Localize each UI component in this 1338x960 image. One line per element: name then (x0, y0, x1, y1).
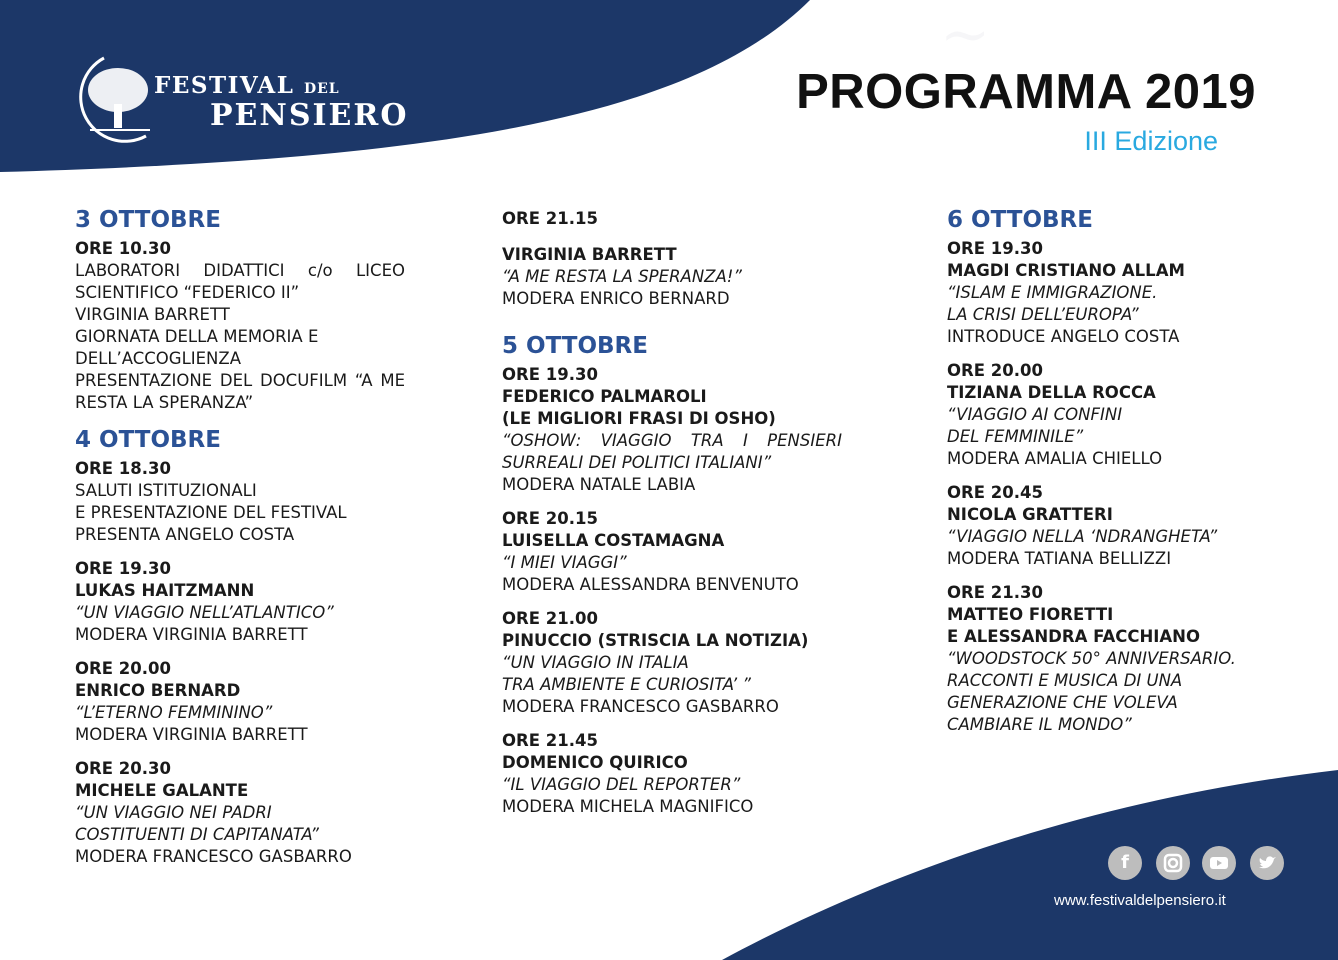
event-detail: GIORNATA DELLA MEMORIA E DELL’ACCOGLIENZA (75, 327, 319, 368)
speaker-name: NICOLA GRATTERI (947, 505, 1113, 524)
talk-title: “L’ETERNO FEMMININO” (75, 703, 273, 722)
speaker-name: DOMENICO QUIRICO (502, 753, 688, 772)
event (75, 458, 405, 546)
event-detail: PRESENTA ANGELO COSTA (75, 525, 295, 544)
event (502, 364, 842, 496)
event (947, 360, 1287, 470)
talk-title: “WOODSTOCK 50° ANNIVERSARIO. (947, 649, 1236, 668)
twitter-icon[interactable] (1250, 846, 1284, 880)
talk-title: “UN VIAGGIO NELL’ATLANTICO” (75, 603, 334, 622)
talk-title: CAMBIARE IL MONDO” (947, 715, 1132, 734)
event-time: ORE 21.15 (502, 209, 598, 228)
event (947, 238, 1287, 348)
event-detail: SALUTI ISTITUZIONALI (75, 481, 257, 500)
speaker-name: MICHELE GALANTE (75, 781, 249, 800)
event (75, 658, 405, 746)
event-detail: MODERA MICHELA MAGNIFICO (502, 797, 754, 816)
speaker-name: MAGDI CRISTIANO ALLAM (947, 261, 1185, 280)
speaker-name: MATTEO FIORETTI (947, 605, 1114, 624)
event (502, 730, 842, 818)
event-detail: MODERA ENRICO BERNARD (502, 289, 730, 308)
event-detail: MODERA NATALE LABIA (502, 475, 696, 494)
page-title: PROGRAMMA 2019 (796, 65, 1256, 119)
talk-title: RACCONTI E MUSICA DI UNA (947, 671, 1183, 690)
talk-title: “UN VIAGGIO NEI PADRI (75, 803, 272, 822)
day-heading: 5 OTTOBRE (502, 333, 648, 359)
day-heading: 6 OTTOBRE (947, 207, 1093, 233)
event-time: ORE 21.00 (502, 609, 598, 628)
logo-text-pensiero: PENSIERO (210, 98, 409, 133)
talk-title: “UN VIAGGIO IN ITALIA (502, 653, 689, 672)
speaker-name: TIZIANA DELLA ROCCA (947, 383, 1156, 402)
talk-title: “A ME RESTA LA SPERANZA!” (502, 267, 742, 286)
program-column-3 (947, 206, 1287, 748)
youtube-icon[interactable] (1202, 846, 1236, 880)
event-detail: MODERA ALESSANDRA BENVENUTO (502, 575, 799, 594)
talk-title: GENERAZIONE CHE VOLEVA (947, 693, 1178, 712)
event-detail: LABORATORI DIDATTICI c/o LICEO SCIENTIFICO “FEDERICO II” (75, 261, 405, 302)
event-detail: MODERA VIRGINIA BARRETT (75, 725, 308, 744)
program-column-1 (75, 206, 405, 880)
day-heading: 3 OTTOBRE (75, 207, 221, 233)
event-time: ORE 19.30 (502, 365, 598, 384)
logo-text-festival: FESTIVAL DEL (154, 72, 340, 99)
talk-title: “VIAGGIO AI CONFINI (947, 405, 1123, 424)
talk-title: “ISLAM E IMMIGRAZIONE. (947, 283, 1158, 302)
event-detail: MODERA VIRGINIA BARRETT (75, 625, 308, 644)
event-detail: MODERA AMALIA CHIELLO (947, 449, 1163, 468)
event-detail: PRESENTAZIONE DEL DOCUFILM “A ME RESTA LA SPERANZA” (75, 371, 405, 412)
event-time: ORE 10.30 (75, 239, 171, 258)
event-time: ORE 19.30 (947, 239, 1043, 258)
talk-title: “VIAGGIO NELLA ‘NDRANGHETA” (947, 527, 1218, 546)
event (502, 508, 842, 596)
website-link[interactable]: www.festivaldelpensiero.it (1054, 892, 1226, 909)
event-time: ORE 21.45 (502, 731, 598, 750)
speaker-name: LUISELLA COSTAMAGNA (502, 531, 725, 550)
event-time: ORE 20.00 (75, 659, 171, 678)
event-time: ORE 18.30 (75, 459, 171, 478)
event-detail: MODERA FRANCESCO GASBARRO (502, 697, 779, 716)
speaker-name: VIRGINIA BARRETT (502, 245, 677, 264)
instagram-icon[interactable] (1156, 846, 1190, 880)
speaker-name: E ALESSANDRA FACCHIANO (947, 627, 1201, 646)
event (947, 582, 1287, 736)
talk-title: LA CRISI DELL’EUROPA” (947, 305, 1139, 324)
event (502, 208, 842, 310)
event (502, 608, 842, 718)
event-detail: INTRODUCE ANGELO COSTA (947, 327, 1180, 346)
speaker-name: FEDERICO PALMAROLI (502, 387, 707, 406)
facebook-icon[interactable]: f (1108, 846, 1142, 880)
event-detail: VIRGINIA BARRETT (75, 305, 230, 324)
watermark: ~ (940, 0, 991, 70)
event-detail: MODERA TATIANA BELLIZZI (947, 549, 1172, 568)
event-time: ORE 21.30 (947, 583, 1043, 602)
day-heading: 4 OTTOBRE (75, 427, 221, 453)
event-time: ORE 20.30 (75, 759, 171, 778)
talk-title: “OSHOW: VIAGGIO TRA I PENSIERI SURREALI DEI POLITICI ITALIANI” (502, 431, 842, 472)
event-time: ORE 20.00 (947, 361, 1043, 380)
event-time: ORE 20.15 (502, 509, 598, 528)
talk-title: “I MIEI VIAGGI” (502, 553, 627, 572)
speaker-name: PINUCCIO (STRISCIA LA NOTIZIA) (502, 631, 809, 650)
speaker-name: LUKAS HAITZMANN (75, 581, 255, 600)
event-detail: MODERA FRANCESCO GASBARRO (75, 847, 352, 866)
event (75, 758, 405, 868)
edition-subtitle: III Edizione (1084, 126, 1218, 156)
speaker-name: (LE MIGLIORI FRASI DI OSHO) (502, 409, 776, 428)
talk-title: TRA AMBIENTE E CURIOSITA’ ” (502, 675, 751, 694)
program-column-2 (502, 208, 842, 830)
event (75, 238, 405, 414)
spacer (502, 230, 842, 244)
talk-title: COSTITUENTI DI CAPITANATA” (75, 825, 319, 844)
event (75, 558, 405, 646)
event-time: ORE 20.45 (947, 483, 1043, 502)
talk-title: “IL VIAGGIO DEL REPORTER” (502, 775, 741, 794)
event-detail: E PRESENTAZIONE DEL FESTIVAL (75, 503, 347, 522)
event-time: ORE 19.30 (75, 559, 171, 578)
event (947, 482, 1287, 570)
speaker-name: ENRICO BERNARD (75, 681, 241, 700)
talk-title: DEL FEMMINILE” (947, 427, 1084, 446)
